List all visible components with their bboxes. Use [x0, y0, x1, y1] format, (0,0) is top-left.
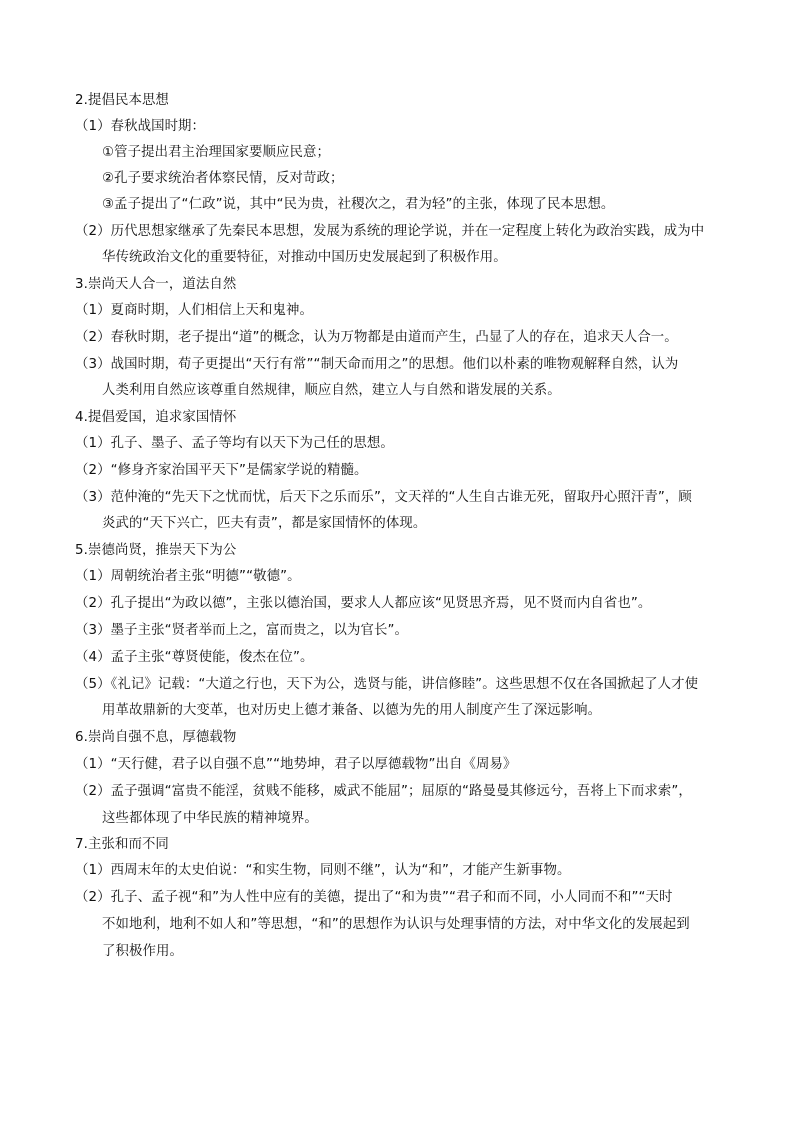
list-item: （1）周朝统治者主张“明德”“敬德”。 — [75, 569, 301, 584]
sub-item: ③孟子提出了“仁政”说，其中“民为贵，社稷次之，君为轻”的主张，体现了民本思想。 — [102, 197, 615, 212]
list-item: （1）西周末年的太史伯说：“和实生物，同则不继”，认为“和”，才能产生新事物。 — [75, 863, 571, 878]
section-heading: 5.崇德尚贤，推崇天下为公 — [75, 543, 237, 558]
list-item: （2）春秋时期，老子提出“道”的概念，认为万物都是由道而产生，凸显了人的存在，追求天人合一。 — [75, 330, 678, 345]
list-item: （1）“天行健，君子以自强不息”“地势坤，君子以厚德载物”出自《周易》 — [75, 757, 517, 772]
list-item: （1）孔子、墨子、孟子等均有以天下为己任的思想。 — [75, 436, 394, 451]
list-item-continuation: 炎武的“天下兴亡，匹夫有责”，都是家国情怀的体现。 — [102, 516, 427, 531]
section-heading: 7.主张和而不同 — [75, 837, 169, 852]
list-item-continuation: 了积极作用。 — [102, 944, 183, 959]
list-item: （2）孟子强调“富贵不能淫，贫贱不能移，威武不能屈”；屈原的“路曼曼其修远兮，吾将上下而求索”， — [75, 784, 692, 799]
list-item: （4）孟子主张“尊贤使能，俊杰在位”。 — [75, 650, 314, 665]
list-item-continuation: 用革故鼎新的大变革，也对历史上德才兼备、以德为先的用人制度产生了深远影响。 — [102, 703, 602, 718]
section-heading: 3.崇尚天人合一，道法自然 — [75, 277, 237, 292]
list-item: （2）历代思想家继承了先秦民本思想，发展为系统的理论学说，并在一定程度上转化为政治实践，成为中 — [75, 224, 705, 239]
sub-item: ②孔子要求统治者体察民情，反对苛政； — [102, 171, 344, 186]
list-item: （3）墨子主张“贤者举而上之，富而贵之，以为官长”。 — [75, 623, 408, 638]
section-heading: 2.提倡民本思想 — [75, 93, 169, 108]
section-heading: 4.提倡爱国，追求家国情怀 — [75, 410, 237, 425]
list-item: （3）战国时期，荀子更提出“天行有常”“制天命而用之”的思想。他们以朴素的唯物观解释自然，认为 — [75, 357, 679, 372]
list-item: （3）范仲淹的“先天下之忧而忧，后天下之乐而乐”，文天祥的“人生自古谁无死，留取丹心照汗青”，顾 — [75, 490, 692, 505]
section-heading: 6.崇尚自强不息，厚德载物 — [75, 730, 237, 745]
list-item: （1）春秋战国时期： — [75, 119, 206, 134]
list-item-continuation: 不如地利，地利不如人和”等思想，“和”的思想作为认识与处理事情的方法，对中华文化的发展起到 — [102, 917, 690, 932]
list-item-continuation: 人类利用自然应该尊重自然规律，顺应自然，建立人与自然和谐发展的关系。 — [102, 383, 561, 398]
sub-item: ①管子提出君主治理国家要顺应民意； — [102, 145, 330, 160]
list-item: （2）孔子提出“为政以德”，主张以德治国，要求人人都应该“见贤思齐焉，见不贤而内自省也”。 — [75, 596, 652, 611]
list-item: （1）夏商时期，人们相信上天和鬼神。 — [75, 303, 313, 318]
list-item: （2）“修身齐家治国平天下”是儒家学说的精髓。 — [75, 463, 368, 478]
list-item: （5）《礼记》记载：“大道之行也，天下为公，选贤与能，讲信修睦”。这些思想不仅在各国掀起了人才使 — [75, 677, 699, 692]
list-item: （2）孔子、孟子视“和”为人性中应有的美德，提出了“和为贵”“君子和而不同，小人同而不和”“天时 — [75, 890, 673, 905]
list-item-continuation: 这些都体现了中华民族的精神境界。 — [102, 811, 318, 826]
list-item-continuation: 华传统政治文化的重要特征，对推动中国历史发展起到了积极作用。 — [102, 250, 507, 265]
